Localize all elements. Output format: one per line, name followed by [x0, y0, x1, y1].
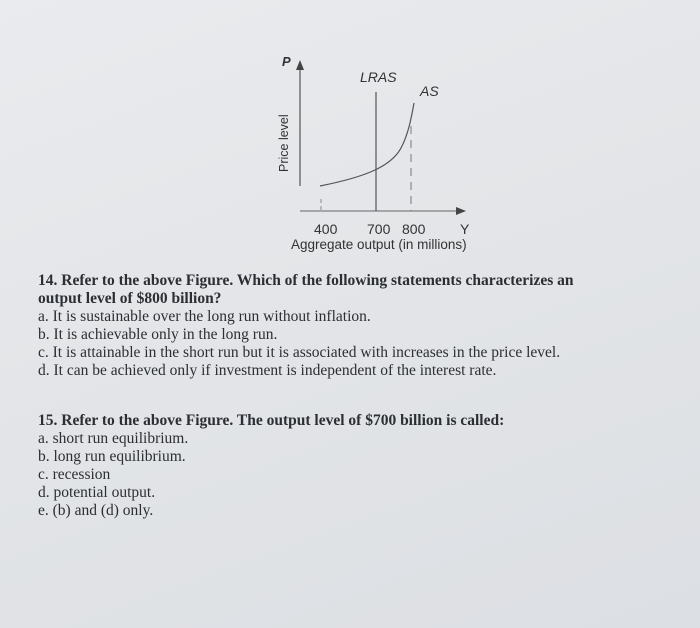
question-14-option-d: d. It can be achieved only if investment is independent of the interest rate. — [38, 362, 497, 379]
question-14-option-c: c. It is attainable in the short run but it is associated with increases in the price level. — [38, 344, 561, 361]
question-14-option-a: a. It is sustainable over the long run without inflation. — [38, 308, 371, 325]
as-curve — [320, 103, 414, 186]
question-15-option-b: b. long run equilibrium. — [38, 448, 186, 465]
question-15-option-e: e. (b) and (d) only. — [38, 502, 154, 519]
y-axis-letter: P — [282, 54, 291, 69]
question-14 — [38, 272, 658, 380]
y-axis-arrow — [296, 60, 304, 70]
question-15-option-d: d. potential output. — [38, 484, 156, 501]
question-15-option-a: a. short run equilibrium. — [38, 430, 189, 447]
question-15-stem: 15. Refer to the above Figure. The output level of $700 billion is called: — [38, 412, 505, 429]
x-axis-letter: Y — [460, 221, 470, 237]
x-axis-arrow — [456, 207, 466, 215]
x-tick-700: 700 — [367, 221, 391, 237]
as-label: AS — [420, 83, 439, 99]
question-15 — [38, 412, 658, 520]
x-tick-400: 400 — [314, 221, 338, 237]
question-14-stem-line1: 14. Refer to the above Figure. Which of the following statements characterizes an — [38, 272, 574, 289]
x-tick-800: 800 — [402, 221, 426, 237]
y-axis-label: Price level — [277, 114, 291, 172]
lras-label: LRAS — [360, 69, 397, 85]
question-14-stem-line2: output level of $800 billion? — [38, 290, 222, 307]
question-15-option-c: c. recession — [38, 466, 111, 483]
x-axis-label: Aggregate output (in millions) — [291, 237, 467, 252]
question-14-option-b: b. It is achievable only in the long run. — [38, 326, 278, 343]
